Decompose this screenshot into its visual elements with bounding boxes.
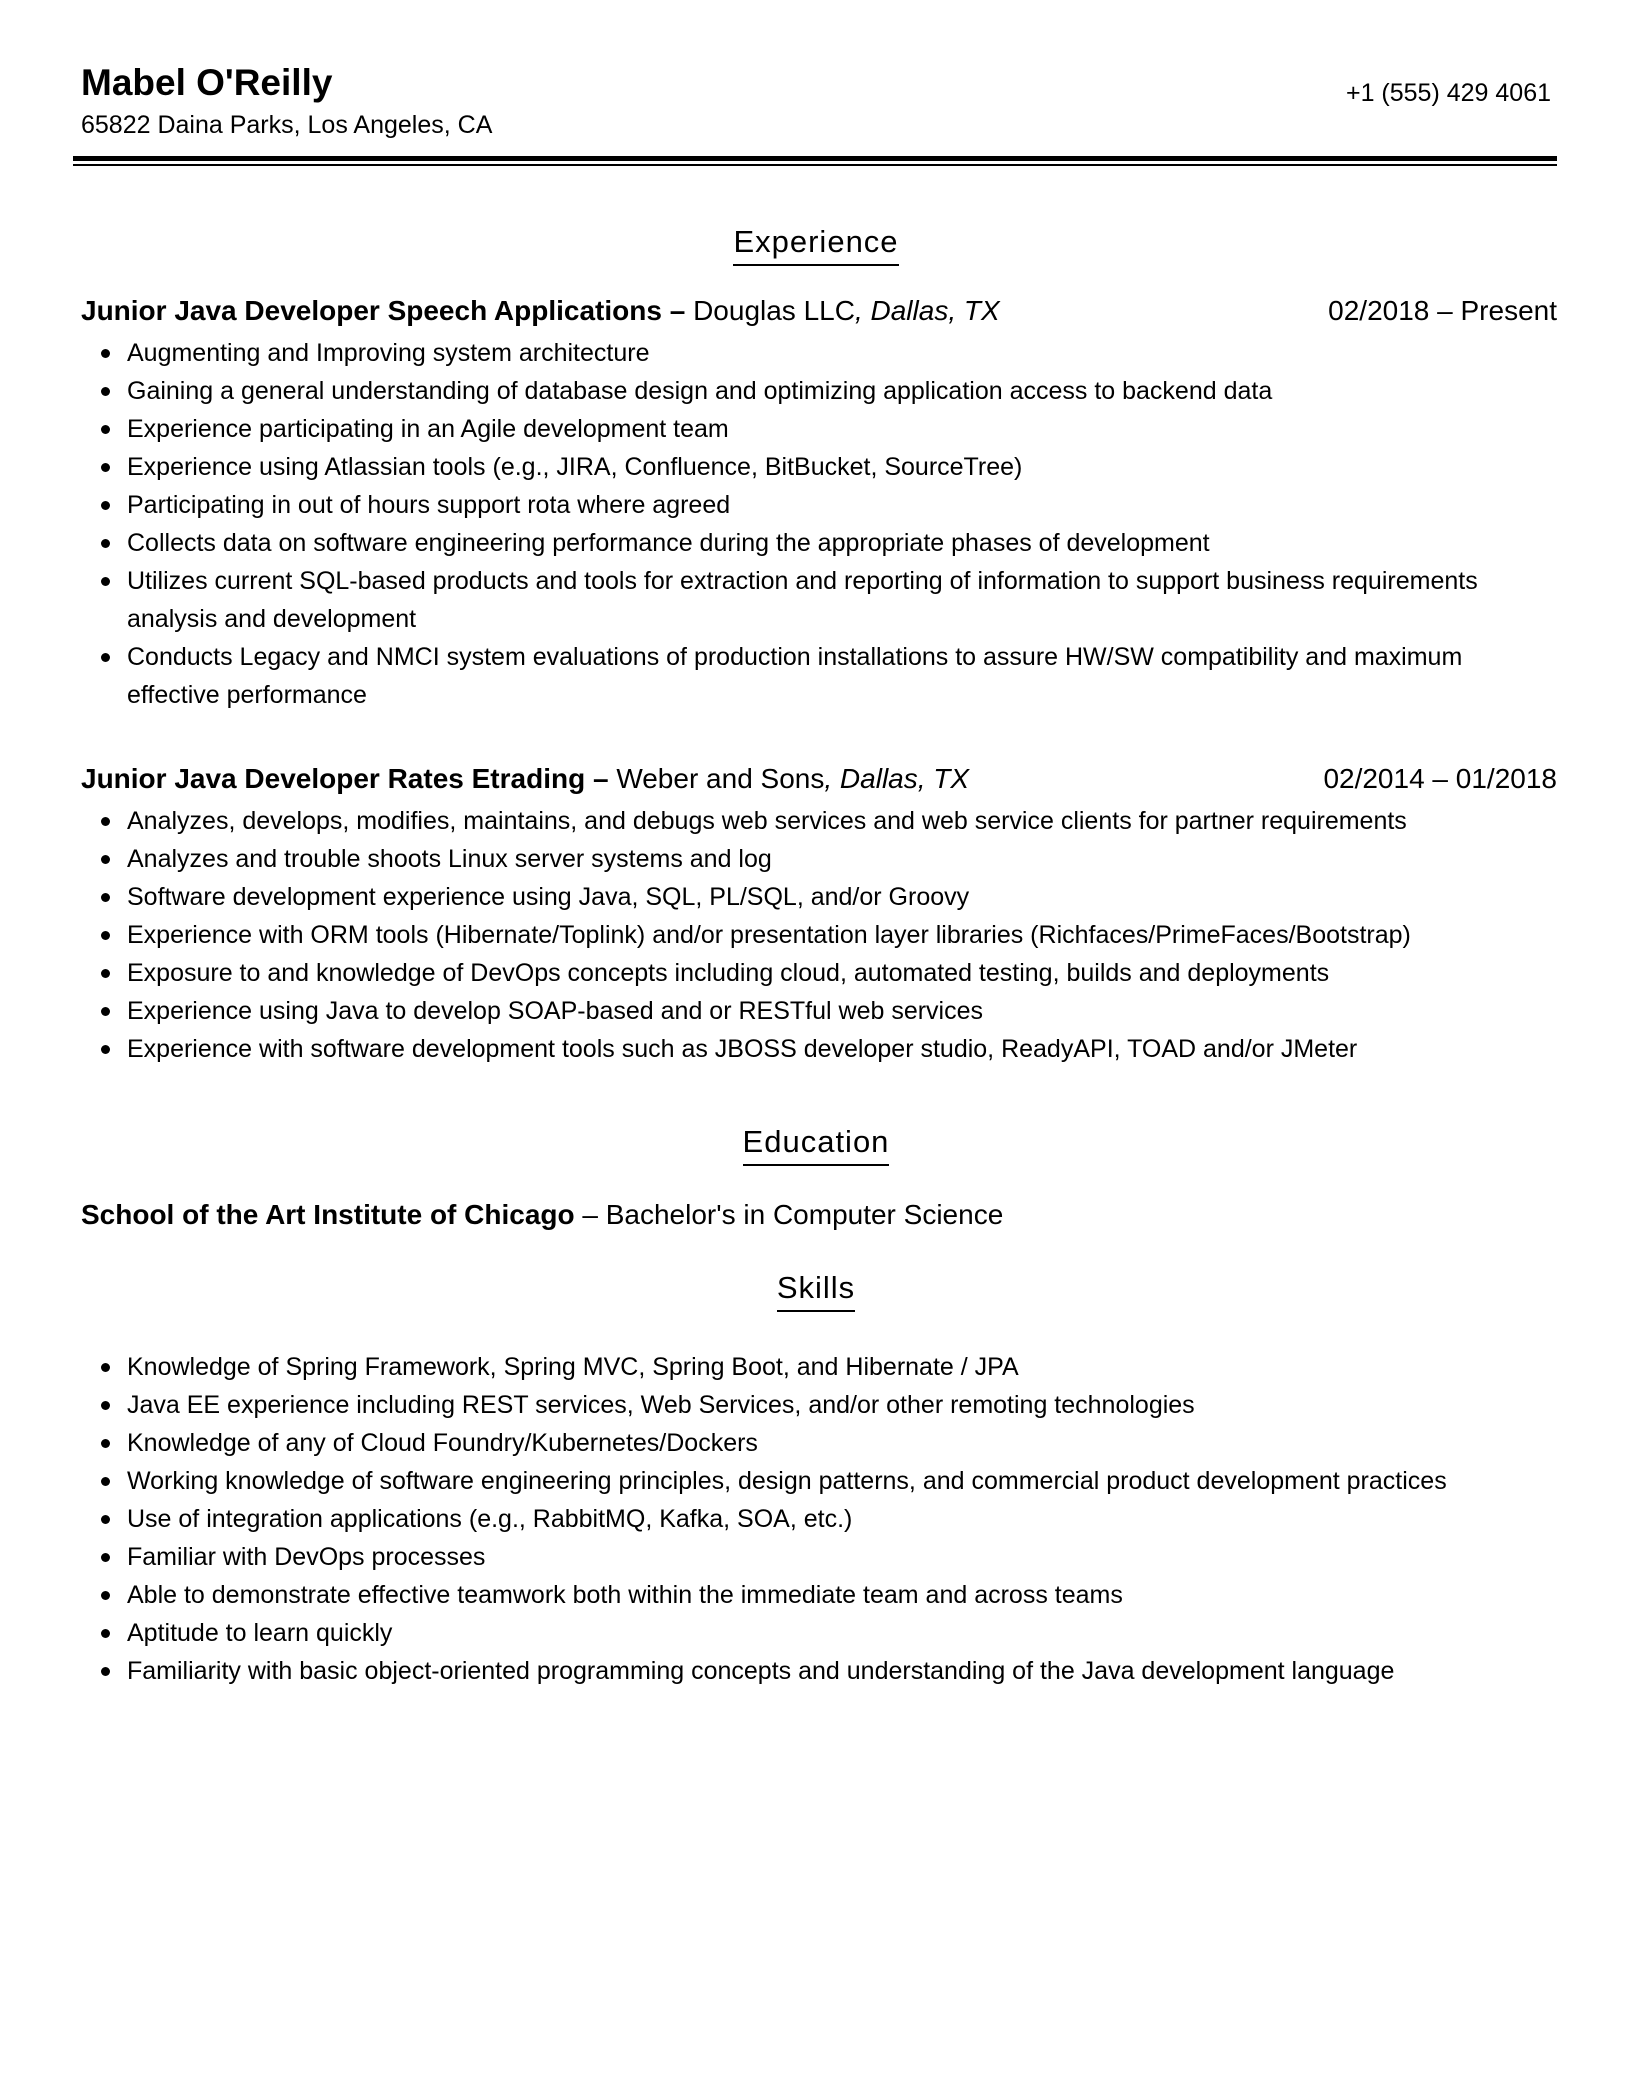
list-item: Experience with ORM tools (Hibernate/Toplink) and/or presentation layer libraries (Richfaces/PrimeFaces/Bootstrap) bbox=[81, 916, 1557, 954]
section-title-skills bbox=[0, 1268, 1632, 1312]
job-location: , Dallas, TX bbox=[854, 295, 1000, 326]
candidate-name: Mabel O'Reilly bbox=[81, 62, 333, 103]
list-item: Experience with software development tools such as JBOSS developer studio, ReadyAPI, TOAD and/or JMeter bbox=[81, 1030, 1557, 1068]
education-school: School of the Art Institute of Chicago bbox=[81, 1199, 575, 1230]
list-item: Working knowledge of software engineering principles, design patterns, and commercial product development practices bbox=[81, 1462, 1557, 1500]
list-item: Java EE experience including REST services, Web Services, and/or other remoting technologies bbox=[81, 1386, 1557, 1424]
section-title-education bbox=[0, 1122, 1632, 1166]
list-item: Experience using Java to develop SOAP-based and or RESTful web services bbox=[81, 992, 1557, 1030]
job-title: Junior Java Developer Rates Etrading – bbox=[81, 763, 609, 794]
education-degree: – Bachelor's in Computer Science bbox=[574, 1199, 1004, 1230]
list-item: Augmenting and Improving system architecture bbox=[81, 334, 1557, 372]
section-title-skills-label: Skills bbox=[777, 1268, 855, 1312]
job-company: Weber and Sons bbox=[616, 763, 825, 794]
list-item: Familiarity with basic object-oriented programming concepts and understanding of the Java development language bbox=[81, 1652, 1557, 1690]
job-header bbox=[81, 760, 1557, 798]
section-title-education-label: Education bbox=[743, 1122, 890, 1166]
job-bullet-list bbox=[81, 802, 1557, 1068]
list-item: Experience using Atlassian tools (e.g., JIRA, Confluence, BitBucket, SourceTree) bbox=[81, 448, 1557, 486]
list-item: Knowledge of any of Cloud Foundry/Kubernetes/Dockers bbox=[81, 1424, 1557, 1462]
job-dates: 02/2018 – Present bbox=[1328, 295, 1557, 326]
skills-section bbox=[81, 1344, 1557, 1690]
resume-header bbox=[81, 60, 1551, 142]
list-item: Conducts Legacy and NMCI system evaluations of production installations to assure HW/SW compatibility and maximum effective performance bbox=[81, 638, 1557, 714]
candidate-phone: +1 (555) 429 4061 bbox=[1345, 79, 1551, 107]
list-item: Familiar with DevOps processes bbox=[81, 1538, 1557, 1576]
list-item: Analyzes, develops, modifies, maintains, and debugs web services and web service clients for partner requirements bbox=[81, 802, 1557, 840]
list-item: Collects data on software engineering performance during the appropriate phases of development bbox=[81, 524, 1557, 562]
list-item: Use of integration applications (e.g., RabbitMQ, Kafka, SOA, etc.) bbox=[81, 1500, 1557, 1538]
list-item: Aptitude to learn quickly bbox=[81, 1614, 1557, 1652]
list-item: Analyzes and trouble shoots Linux server systems and log bbox=[81, 840, 1557, 878]
candidate-address: 65822 Daina Parks, Los Angeles, CA bbox=[81, 111, 493, 139]
section-title-experience bbox=[0, 222, 1632, 266]
skills-list bbox=[81, 1348, 1557, 1690]
list-item: Knowledge of Spring Framework, Spring MVC, Spring Boot, and Hibernate / JPA bbox=[81, 1348, 1557, 1386]
job-dates: 02/2014 – 01/2018 bbox=[1323, 763, 1557, 794]
list-item: Able to demonstrate effective teamwork both within the immediate team and across teams bbox=[81, 1576, 1557, 1614]
education-entry bbox=[81, 1196, 1003, 1234]
list-item: Participating in out of hours support rota where agreed bbox=[81, 486, 1557, 524]
list-item: Exposure to and knowledge of DevOps concepts including cloud, automated testing, builds and deployments bbox=[81, 954, 1557, 992]
job-header bbox=[81, 292, 1557, 330]
list-item: Experience participating in an Agile development team bbox=[81, 410, 1557, 448]
section-title-experience-label: Experience bbox=[733, 222, 898, 266]
job-bullet-list bbox=[81, 334, 1557, 714]
job-entry bbox=[81, 760, 1557, 1068]
header-divider-thick bbox=[73, 156, 1557, 161]
list-item: Gaining a general understanding of database design and optimizing application access to backend data bbox=[81, 372, 1557, 410]
list-item: Utilizes current SQL-based products and tools for extraction and reporting of information to support business requirements analysis and development bbox=[81, 562, 1557, 638]
list-item: Software development experience using Java, SQL, PL/SQL, and/or Groovy bbox=[81, 878, 1557, 916]
job-location: , Dallas, TX bbox=[824, 763, 970, 794]
job-entry bbox=[81, 292, 1557, 714]
job-title: Junior Java Developer Speech Applications – bbox=[81, 295, 686, 326]
header-divider-thin bbox=[73, 164, 1557, 166]
job-company: Douglas LLC bbox=[693, 295, 855, 326]
